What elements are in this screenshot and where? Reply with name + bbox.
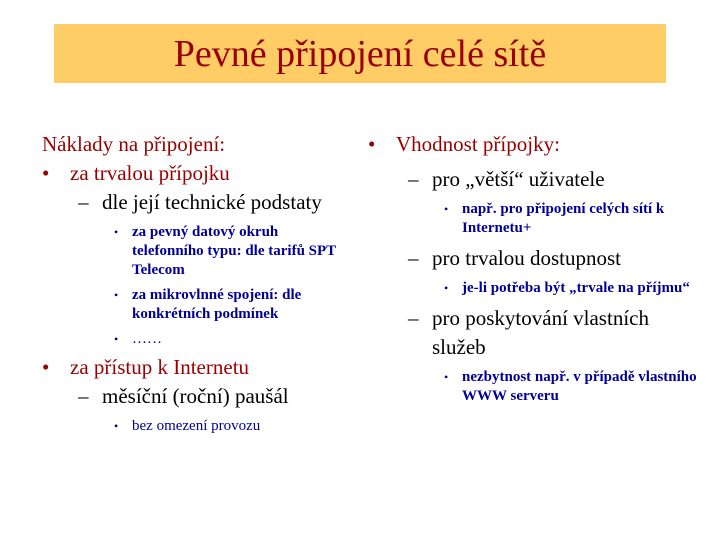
sub-item-ellipsis [42,330,352,349]
slide-title: Pevné připojení celé sítě [173,33,547,75]
dash-marker: – [78,384,89,408]
bullet-marker: • [42,355,50,379]
dash-text: měsíční (roční) paušál [102,384,289,408]
bullet-text: za trvalou přípojku [70,161,230,185]
sub-bullet-marker: • [444,281,449,295]
sub-bullet-marker: • [114,332,119,346]
sub-item-text: nezbytnost např. v případě vlastního WWW serveru [462,369,697,404]
sub-item-text: např. pro připojení celých sítí k Internetu+ [462,201,665,236]
sub-item-text: je-li potřeba být „trvale na příjmu“ [462,280,690,296]
bullet-marker: • [368,132,376,156]
sub-bullet-marker: • [444,202,449,216]
sub-item-data-circuit [42,223,352,280]
sub-item-text: za mikrovlnné spojení: dle konkrétních podmínek [132,287,302,322]
bullet-text: Vhodnost přípojky: [396,132,560,156]
dash-text: pro trvalou dostupnost [432,246,621,270]
sub-item-text: bez omezení provozu [132,418,261,434]
sub-item-whole-networks [368,200,698,238]
bullet-marker: • [42,161,50,185]
dash-item-technical [42,188,352,217]
dash-item-bigger-users [368,165,698,194]
left-column [42,130,352,436]
sub-item-microwave [42,286,352,324]
sub-item-always-on [368,279,698,298]
sub-bullet-marker: • [114,225,119,239]
dash-marker: – [408,167,419,191]
sub-bullet-marker: • [114,419,119,433]
sub-item-text: …… [132,331,162,347]
dash-text: dle její technické podstaty [102,190,322,214]
sub-bullet-marker: • [444,370,449,384]
dash-item-own-services [368,304,698,362]
sub-item-unlimited [42,417,352,436]
dash-text: pro „větší“ uživatele [432,167,605,191]
right-column [368,130,698,406]
sub-item-text: za pevný datový okruh telefonního typu: dle tarifů SPT Telecom [132,224,336,278]
bullet-permanent-link [42,159,352,188]
dash-marker: – [78,190,89,214]
bullet-internet-access [42,353,352,382]
bullet-suitability [368,130,698,159]
dash-item-availability [368,244,698,273]
sub-bullet-marker: • [114,288,119,302]
dash-item-flat-fee [42,382,352,411]
costs-heading: Náklady na připojení: [42,132,226,156]
sub-item-www-server [368,368,698,406]
dash-marker: – [408,246,419,270]
bullet-text: za přístup k Internetu [70,355,250,379]
title-box [54,24,666,83]
dash-marker: – [408,306,419,330]
dash-text: pro poskytování vlastních služeb [432,306,649,359]
